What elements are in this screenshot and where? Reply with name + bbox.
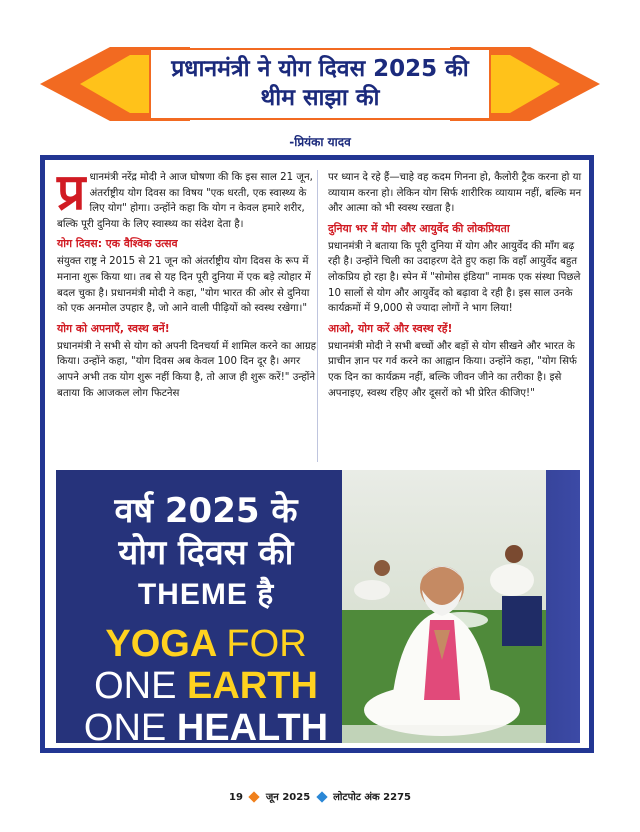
column-divider (317, 170, 318, 462)
title-line-1: प्रधानमंत्री ने योग दिवस 2025 की (171, 56, 469, 82)
title-line-2: थीम साझा की (260, 85, 380, 111)
drop-cap: प्र (57, 162, 86, 221)
diamond-icon (249, 791, 260, 802)
title-banner (40, 47, 600, 121)
section-heading-popularity: दुनिया भर में योग और आयुर्वेद की लोकप्रियता (328, 221, 510, 235)
poster-word-earth: EARTH (187, 665, 318, 707)
magazine-issue: लोटपोट अंक 2275 (333, 792, 411, 803)
section-heading-global-festival: योग दिवस: एक वैश्विक उत्सव (57, 237, 178, 251)
paragraph-ayurveda: प्रधानमंत्री ने बताया कि पूरी दुनिया में योग और आयुर्वेद की माँग बढ़ रही है। उन्होंने चिली का उदाहरण देते हुए कहा कि वहाँ आयुर्वेद बहुत लोकप्रिय हो रहा है। स्पेन में "सोमोस इंडिया" नामक एक संस्था पिछले 10 सालों से योग और आयुर्वेद को बढ़ावा दे रही है। इस साल उनके कार्यक्रमों में 9,000 से ज्यादा लोगों ने भाग लिया! (328, 240, 581, 315)
poster-word-for: FOR (226, 623, 307, 665)
paragraph-daily-routine: प्रधानमंत्री ने सभी से योग को अपनी दिनचर्या में शामिल करने का आग्रह किया। उन्होंने कहा, "योग दिवस अब केवल 100 दिन दूर है। अगर आपने अभी तक योग शुरू नहीं किया है, तो आज ही शुरू करें!" उन्होंने बताया कि आजकल लोग फिटनेस (57, 340, 317, 399)
poster-word-one-2: ONE (83, 707, 167, 743)
section-heading-adopt-yoga: योग को अपनाएँ, स्वस्थ बनें! (57, 321, 170, 335)
poster-word-yoga: YOGA (105, 623, 216, 665)
poster-line-yoga-day: योग दिवस की (118, 533, 294, 573)
intro-paragraph (57, 162, 317, 232)
page-footer (0, 789, 640, 803)
yoga-day-poster (56, 470, 580, 743)
poster-line-year: वर्ष 2025 के (114, 491, 298, 531)
meditation-photo-icon (342, 470, 546, 743)
author-byline: -प्रियंका यादव (289, 135, 351, 149)
article-right-column (328, 170, 586, 405)
intro-text: धानमंत्री नरेंद्र मोदी ने आज घोषणा की कि इस साल 21 जून, अंतर्राष्ट्रीय योग दिवस का विषय "एक धरती, एक स्वास्थ्य के लिए योग" होगा। उन्होंने कहा कि योग न केवल हमारे शरीर, बल्कि पूरी दुनिया के लिए स्वास्थ्य का संदेश देता है। (57, 172, 313, 230)
paragraph-un-history: संयुक्त राष्ट्र ने 2015 से 21 जून को अंतर्राष्ट्रीय योग दिवस के रूप में मनाना शुरू किया था। तब से यह दिन पूरी दुनिया में एक बड़े त्योहार में बदल चुका है। प्रधानमंत्री मोदी ने कहा, "योग भारत की ओर से दुनिया को एक अनमोल उपहार है, जो आने वाली पीढ़ियों को स्वस्थ रखेगा।" (57, 256, 311, 315)
page-title (160, 55, 480, 113)
poster-word-one-1: ONE (94, 665, 177, 707)
poster-word-health: HEALTH (176, 707, 329, 743)
issue-date: जून 2025 (265, 792, 311, 803)
section-heading-do-yoga: आओ, योग करें और स्वस्थ रहें! (328, 321, 453, 335)
diamond-icon (316, 791, 327, 802)
poster-line-one-earth (56, 664, 356, 708)
paragraph-closing-quote: प्रधानमंत्री मोदी ने सभी बच्चों और बड़ों से योग सीखने और भारत के प्राचीन ज्ञान पर गर्व करने का आह्वान किया। उन्होंने कहा, "योग सिर्फ एक दिन का कार्यक्रम नहीं, बल्कि जीवन जीने का तरीका है। इसे अपनाइए, स्वस्थ रहिए और दूसरों को भी प्रेरित कीजिए!" (328, 340, 577, 399)
poster-line-theme: THEME है (137, 578, 275, 611)
poster-line-one-health (56, 706, 356, 743)
paragraph-fitness: पर ध्यान दे रहे हैं—चाहे वह कदम गिनना हो, कैलोरी ट्रैक करना हो या व्यायाम करना हो। लेकिन योग सिर्फ शारीरिक व्यायाम नहीं, बल्कि मन और आत्मा को भी स्वस्थ रखता है। (328, 172, 582, 215)
poster-line-yoga-for (56, 622, 356, 666)
article-left-column (57, 162, 317, 405)
page-number: 19 (229, 792, 243, 803)
